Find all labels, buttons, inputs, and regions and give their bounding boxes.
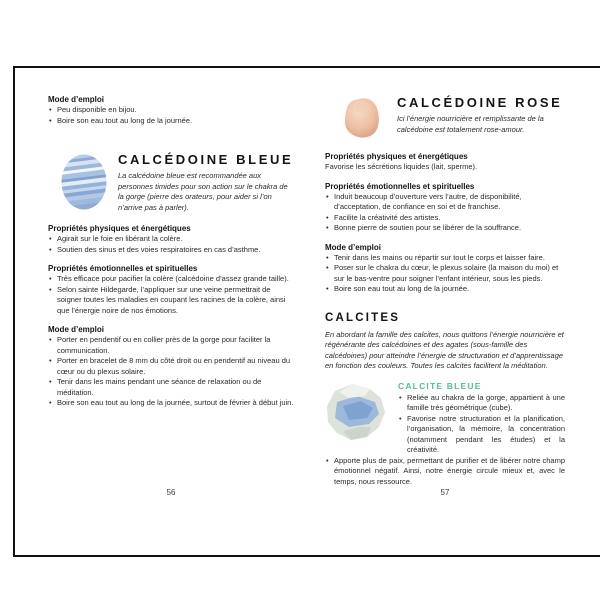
bullet-item: • Tenir dans les mains pendant une séance de relaxation ou de méditation. — [48, 377, 294, 398]
section-heading: Propriétés émotionnelles et spirituelles — [48, 264, 198, 273]
section-heading: Mode d’emploi — [48, 325, 104, 334]
bullet-list — [48, 274, 294, 316]
stone-header-text — [118, 152, 294, 213]
bullet-item: • Poser sur le chakra du cœur, le plexus solaire (la maison du moi) et sur le bas-ventre pour soigner l’enfant intérieur, sous les pieds. — [325, 263, 565, 284]
bullet-list — [48, 105, 294, 126]
bullet-item: • Boire son eau tout au long de la journée. — [325, 284, 565, 295]
calcite-bleue-title: CALCITE BLEUE — [398, 380, 482, 391]
bullet-item: • Très efficace pour pacifier la colère (calcédoine d’assez grande taille). — [48, 274, 294, 285]
page-right — [325, 95, 565, 515]
bullet-list — [48, 234, 294, 255]
bullet-item: • Tenir dans les mains ou répartir sur tout le corps et laisser faire. — [325, 253, 565, 264]
family-intro: En abordant la famille des calcites, nous quittons l’énergie nourricière et régénérante des calcédoines et des agates (sous-famille des calcédoines) pour atteindre l’énergie de structuration et d’apprentissage en fonction des couleurs. Toutes les calcites facilitent la méditation. — [325, 329, 564, 370]
page-frame — [13, 66, 600, 557]
calcedoine-rose-stone-image — [343, 97, 381, 139]
bullet-item: • Boire son eau tout au long de la journée. — [48, 116, 294, 127]
section-text: Favorise les sécrétions liquides (lait, sperme). — [325, 162, 478, 171]
section-mode-emploi — [48, 325, 294, 409]
bullet-list — [325, 456, 565, 488]
bullet-item: • Facilite la créativité des artistes. — [325, 213, 565, 224]
calcedoine-rose-header — [325, 95, 565, 139]
page-number: 56 — [166, 488, 176, 497]
section-heading: Propriétés physiques et énergétiques — [325, 152, 468, 161]
family-title: CALCITES — [325, 311, 401, 324]
section-proprietes-physiques — [325, 152, 565, 173]
calcite-bleue-block — [325, 381, 565, 456]
bullet-item: • Porter en bracelet de 8 mm du côté droit ou en pendentif au niveau du cœur ou du plexus solaire. — [48, 356, 294, 377]
stone-intro: Ici l’énergie nourricière et remplissante de la calcédoine est totalement rose-amour. — [397, 114, 544, 134]
calcite-bleue-text — [398, 381, 565, 456]
section-proprietes-emotionnelles — [48, 264, 294, 316]
page-number: 57 — [440, 488, 450, 497]
section-heading: Mode d’emploi — [48, 95, 104, 104]
calcedoine-bleue-header — [48, 152, 294, 213]
calcite-bleue-stone-image — [325, 383, 387, 441]
section-proprietes-physiques — [48, 224, 294, 255]
bullet-item: • Bonne pierre de soutien pour se libérer de la souffrance. — [325, 223, 565, 234]
bullet-item: • Soutien des sinus et des voies respiratoires en cas d’asthme. — [48, 245, 294, 256]
bullet-item: • Peu disponible en bijou. — [48, 105, 294, 116]
bullet-item: • Selon sainte Hildegarde, l’appliquer sur une veine permettrait de soigner toutes les maladies en coupant les racines de la colère, ainsi que l’énergie noire de nos émotions. — [48, 285, 294, 317]
bullet-item: • Porter en pendentif ou en collier près de la gorge pour faciliter la communication. — [48, 335, 294, 356]
page-title: CALCÉDOINE ROSE — [397, 95, 563, 110]
bullet-item: • Boire son eau tout au long de la journée, surtout de février à début juin. — [48, 398, 294, 409]
bullet-list — [325, 253, 565, 295]
stone-header-text — [397, 95, 565, 135]
section-proprietes-emotionnelles — [325, 182, 565, 234]
section-mode-emploi — [325, 243, 565, 295]
calcites-family-block — [325, 312, 565, 372]
section-heading: Mode d’emploi — [325, 242, 381, 252]
page-title: CALCÉDOINE BLEUE — [118, 152, 294, 167]
calcedoine-bleue-stone-image — [60, 152, 108, 210]
section-mode-emploi-top — [48, 95, 294, 126]
bullet-item: • Apporte plus de paix, permettant de purifier et de libérer notre champ émotionnel négatif. Ainsi, notre énergie circule mieux et, avec le temps, nous ressource. — [325, 456, 565, 488]
page-left — [48, 95, 294, 515]
section-heading: Propriétés émotionnelles et spirituelles — [325, 181, 475, 191]
stone-intro: La calcédoine bleue est recommandée aux personnes timides pour son action sur le chakra de la gorge (pierre des orateurs, pour aider si l’on n’arrive pas à parler). — [118, 171, 288, 212]
bullet-list — [325, 192, 565, 234]
bullet-item: • Agirait sur le foie en libérant la colère. — [48, 234, 294, 245]
bullet-item: • Induit beaucoup d’ouverture vers l’autre, de disponibilité, d’acceptation, de confiance en soi et de franchise. — [325, 192, 565, 213]
bullet-list — [48, 335, 294, 409]
bullet-list — [398, 393, 565, 456]
section-heading: Propriétés physiques et énergétiques — [48, 224, 191, 233]
bullet-item: • Reliée au chakra de la gorge, appartient à une famille très géométrique (cube). — [398, 393, 565, 414]
bullet-item: • Favorise notre structuration et la planification, l’organisation, la mémoire, la concentration (notamment pendant les études) et la créativité. — [398, 414, 565, 456]
